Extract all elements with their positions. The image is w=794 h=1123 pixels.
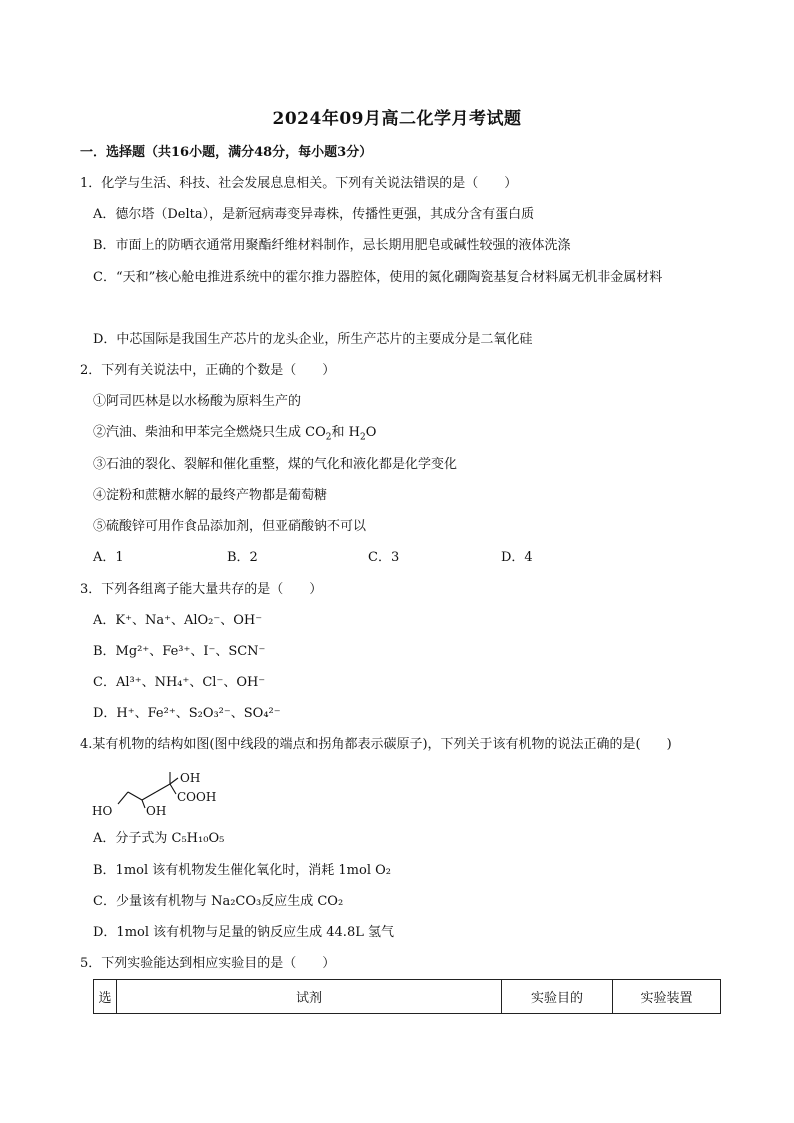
- question-3-option-c: C．Al³⁺、NH₄⁺、Cl⁻、OH⁻: [93, 675, 266, 690]
- question-2-item-5: ⑤硫酸锌可用作食品添加剂，但亚硝酸钠不可以: [93, 519, 367, 534]
- question-3-option-a: A．K⁺、Na⁺、AlO₂⁻、OH⁻: [93, 613, 263, 628]
- table-header-cell: 选: [94, 980, 117, 1014]
- molecule-label-oh-middle: OH: [146, 804, 167, 818]
- table-header-cell: 实验目的: [502, 980, 613, 1014]
- section-heading: 一．选择题（共16小题，满分48分，每小题3分）: [80, 145, 373, 160]
- question-2-item-1: ①阿司匹林是以水杨酸为原料生产的: [93, 394, 302, 409]
- page-title: 2024年09月高二化学月考试题: [272, 109, 522, 129]
- question-4-option-c: C．少量该有机物与 Na₂CO₃反应生成 CO₂: [93, 894, 344, 909]
- table-header-cell: 试剂: [117, 980, 502, 1014]
- question-1-option-b: B．市面上的防晒衣通常用聚酯纤维材料制作，忌长期用肥皂或碱性较强的液体洗涤: [93, 238, 571, 253]
- molecule-structure-diagram: [90, 764, 230, 824]
- question-4-option-a: A．分子式为 C₅H₁₀O₅: [93, 831, 225, 846]
- molecule-bonds: [118, 772, 178, 808]
- question-4-option-d: D．1mol 该有机物与足量的钠反应生成 44.8L 氢气: [93, 925, 394, 940]
- table-header-cell: 实验装置: [613, 980, 721, 1014]
- question-1-stem: 1．化学与生活、科技、社会发展息息相关。下列有关说法错误的是（ ）: [80, 176, 518, 191]
- question-2-option-b: B．2: [227, 550, 258, 565]
- question-2-item-2: ②汽油、柴油和甲苯完全燃烧只生成 $CO_2$和 $H_2O$: [93, 425, 377, 443]
- molecule-label-ho: HO: [92, 804, 113, 818]
- question-2-option-c: C．3: [368, 550, 400, 565]
- molecule-label-oh-top: OH: [180, 771, 201, 785]
- question-3-option-b: B．Mg²⁺、Fe³⁺、I⁻、SCN⁻: [93, 644, 266, 659]
- question-1-option-c: C．“天和”核心舱电推进系统中的霍尔推力器腔体，使用的氮化硼陶瓷基复合材料属无机非金属材料: [93, 270, 663, 285]
- question-4-option-b: B．1mol 该有机物发生催化氧化时，消耗 1mol O₂: [93, 863, 391, 878]
- question-3-stem: 3．下列各组离子能大量共存的是（ ）: [80, 582, 323, 597]
- question-3-option-d: D．H⁺、Fe²⁺、S₂O₃²⁻、SO₄²⁻: [93, 706, 281, 721]
- question-4-stem: 4.某有机物的结构如图(图中线段的端点和拐角都表示碳原子)，下列关于该有机物的说法正确的是( ): [80, 737, 672, 752]
- question-1-option-d: D．中芯国际是我国生产芯片的龙头企业，所生产芯片的主要成分是二氧化硅: [93, 332, 533, 347]
- question-2-item-4: ④淀粉和蔗糖水解的最终产物都是葡萄糖: [93, 488, 328, 503]
- experiment-table: [93, 979, 721, 1014]
- molecule-label-cooh: COOH: [177, 790, 217, 804]
- question-5-stem: 5．下列实验能达到相应实验目的是（ ）: [80, 956, 336, 971]
- question-2-stem: 2．下列有关说法中，正确的个数是（ ）: [80, 363, 336, 378]
- table-header-row: [94, 980, 721, 1014]
- question-2-option-d: D．4: [501, 550, 533, 565]
- question-2-option-a: A．1: [93, 550, 124, 565]
- question-1-option-a: A．德尔塔（Delta），是新冠病毒变异毒株，传播性更强，其成分含有蛋白质: [93, 207, 535, 222]
- question-2-item-3: ③石油的裂化、裂解和催化重整，煤的气化和液化都是化学变化: [93, 457, 458, 472]
